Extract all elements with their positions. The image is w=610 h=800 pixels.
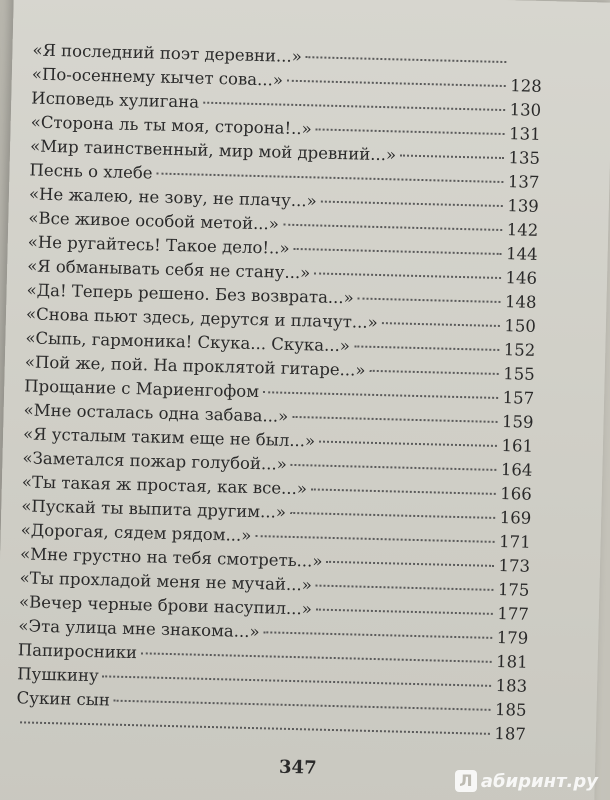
toc-leader-dots [382,322,500,327]
page-number: 347 [278,756,317,779]
toc-entry-title: Исповедь хулигана [31,88,200,112]
toc-entry-page: 177 [497,603,530,624]
toc-leader-dots [316,128,505,135]
toc-entry-page: 139 [507,196,540,216]
toc-leader-dots [114,700,491,711]
toc-entry-page: 155 [502,364,535,384]
toc-leader-dots [255,535,494,543]
toc-entry-page: 161 [501,436,534,456]
toc-entry-title: «Ты прохладой меня не мучай...» [19,568,313,595]
toc-entry-page: 150 [504,316,537,336]
toc-entry-title: Папиросники [17,640,138,663]
labirint-logo-icon: Л [455,770,477,792]
toc-leader-dots [321,201,503,207]
toc-entry-page: 135 [508,148,541,168]
toc-entry-title: Прощание с Мариенгофом [24,376,260,402]
toc-entry-title: «Ты такая ж простая, как все...» [21,472,308,499]
toc-entry-title: «По-осеннему кычет сова...» [31,64,284,90]
toc-entry-title: «Пускай ты выпита другим...» [21,496,287,522]
toc-entry-title: Пушкину [17,664,99,686]
toc-entry-page: 157 [502,388,535,408]
toc-entry-page: 173 [498,556,531,576]
toc-leader-dots [20,721,490,734]
toc-entry-page: 169 [499,508,532,528]
toc-entry-page: 152 [503,340,536,360]
toc-entry-page: 164 [500,460,533,480]
toc-leader-dots [264,631,493,639]
toc-leader-dots [291,464,497,471]
toc-entry-page: 146 [505,268,538,288]
toc-entry-page: 131 [508,124,541,144]
toc-entry-title: «Мир таинственный, мир мой древний...» [29,136,397,165]
toc-entry-title: «Сторона ль ты моя, сторона!..» [30,112,312,139]
toc-leader-dots [369,370,498,375]
toc-leader-dots [283,224,502,231]
toc-leader-dots [316,609,493,615]
toc-entry-title: «Да! Теперь решено. Без возврата...» [26,280,355,308]
toc-entry-page: 183 [495,675,528,696]
toc-entry-page: 181 [495,651,528,672]
toc-entry-title: «Эта улица мне знакома...» [18,616,260,642]
toc-entry-page: 130 [509,100,542,120]
toc-leader-dots [316,585,494,591]
toc-leader-dots [311,488,496,495]
toc-entry-page: 144 [505,244,538,264]
toc-entry-page: 185 [494,699,527,720]
toc-entry-title: «Мне осталась одна забава...» [23,400,289,426]
toc-entry-title: «Я последний поэт деревни...» [32,40,303,67]
toc-entry-title: «Сыпь, гармоника! Скука... Скука...» [25,328,351,356]
toc-entry-title: «Вечер черные брови насупил...» [18,592,313,619]
toc-leader-dots [358,297,501,302]
toc-leader-dots [314,272,501,279]
watermark-text: абиринт.ру [480,770,598,792]
toc-entry-title: «Я усталым таким еще не был...» [22,424,316,451]
toc-leader-dots [263,391,498,399]
toc-leader-dots [319,441,497,447]
toc-leader-dots [306,56,507,63]
toc-entry-page: 179 [496,627,529,648]
toc-leader-dots [141,652,492,663]
toc-entry-page: 175 [497,580,530,600]
toc-entry-title: «Снова пьют здесь, дерутся и плачут...» [25,304,378,332]
toc-entry-title: «Я обманывать себя не стану...» [26,256,311,283]
toc-leader-dots [326,561,494,567]
toc-entry-title: «Мне грустно на тебя смотреть...» [19,544,323,571]
site-watermark [455,770,598,792]
toc-entry-title: «Не жалею, не зову, не плачу...» [28,184,317,211]
toc-entry-page: 159 [501,412,534,432]
toc-entry-page: 187 [494,723,527,744]
toc-entry-title: «Пой же, пой. На проклятой гитаре...» [24,352,366,380]
toc-entry-title: «Все живое особой метой...» [28,208,280,234]
toc-entry-page: 137 [507,172,540,192]
toc-leader-dots [287,80,506,87]
toc-entry-page: 166 [500,484,533,504]
toc-leader-dots [354,345,499,351]
toc-entry-page: 142 [506,220,539,240]
toc-entry-title: «Не ругайтесь! Такое дело!..» [27,232,290,258]
toc-entry-title: «Заметался пожар голубой...» [22,448,288,474]
toc-entry-page: 128 [510,76,542,96]
toc-entry-page: 148 [504,292,537,312]
toc-leader-dots [400,154,504,159]
toc-leader-dots [157,173,504,183]
toc-leader-dots [292,416,497,423]
toc-entry-title: Сукин сын [16,688,111,710]
toc-leader-dots [203,102,505,111]
toc-leader-dots [294,248,502,255]
toc-entry-title: Песнь о хлебе [29,160,153,183]
table-of-contents [16,38,543,746]
toc-leader-dots [103,675,491,686]
toc-entry-page [510,67,542,68]
toc-leader-dots [290,512,495,519]
toc-entry-title: «Дорогая, сядем рядом...» [20,520,252,545]
toc-entry-page: 171 [498,532,531,552]
